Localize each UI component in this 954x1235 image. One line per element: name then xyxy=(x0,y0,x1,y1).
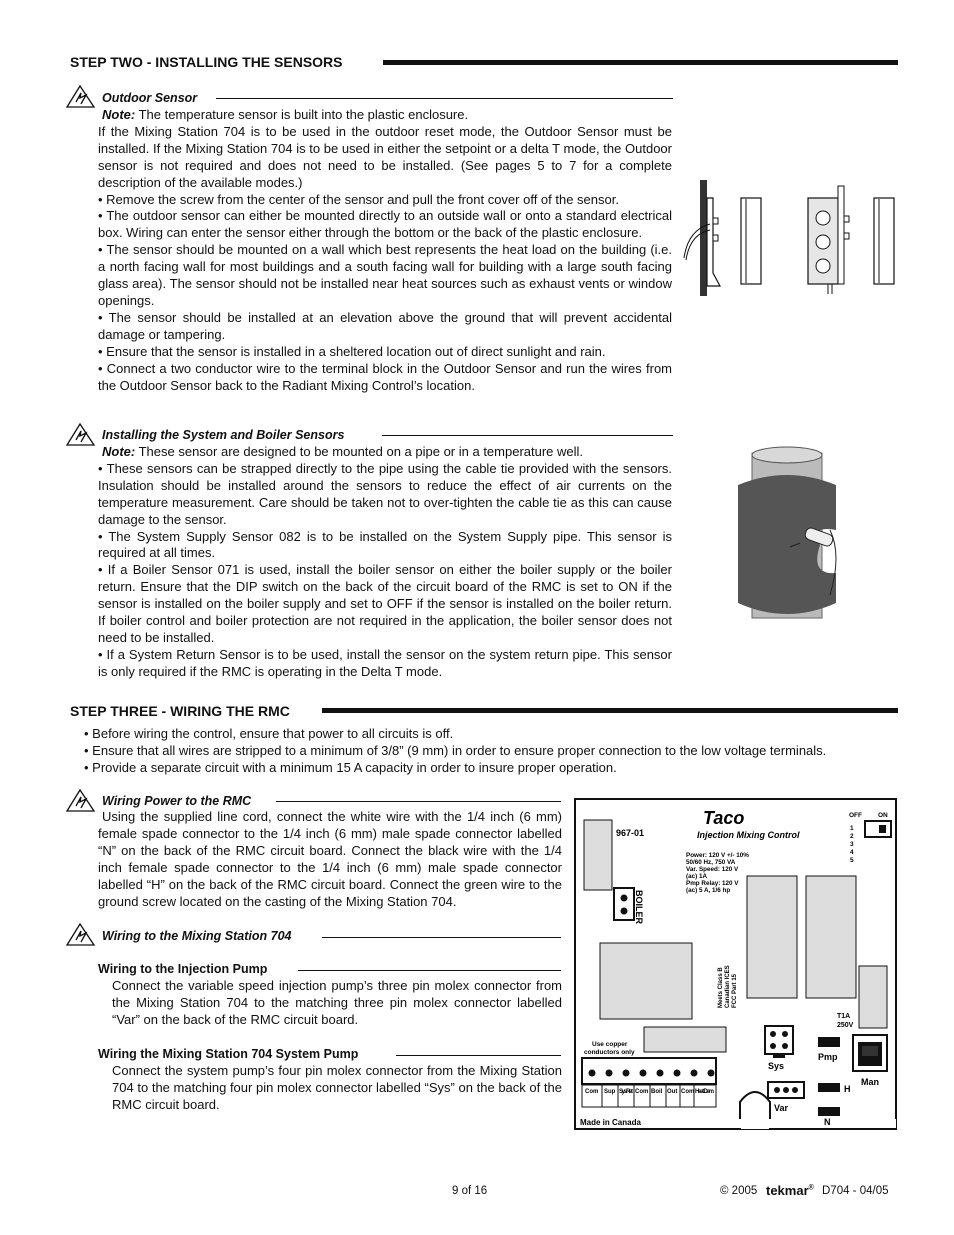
fuse-label-0: T1A xyxy=(837,1013,851,1020)
made-in-canada: Made in Canada xyxy=(580,1118,641,1127)
warning-icon xyxy=(66,788,96,812)
board-boiler-label: BOILER xyxy=(634,890,644,925)
n-label: N xyxy=(824,1117,831,1127)
bullet-2: • Provide a separate circuit with a minimum 15 A capacity in order to insure proper operation. xyxy=(84,759,617,775)
terminal-label-6: Com xyxy=(681,1089,695,1095)
terminal-label-2: Sys Ret xyxy=(619,1089,633,1095)
system-para-3: • If a System Return Sensor is to be used, install the sensor on the system return pipe. This sensor is only required if the RMC is operating in the Delta T mode. xyxy=(98,646,672,679)
dip-num-3: 3 xyxy=(850,841,854,848)
board-cert-0: Meets Class B xyxy=(718,967,724,1008)
page-number: 9 of 16 xyxy=(452,1185,488,1197)
warning-icon xyxy=(66,422,96,446)
step-three-rule xyxy=(322,708,898,713)
board-spec-1: 50/60 Hz, 750 VA xyxy=(686,859,736,866)
outdoor-para-6: • Connect a two conductor wire to the terminal block in the Outdoor Sensor and run the wires from the Outdoor Sensor back to the Radiant Mixing Control’s location. xyxy=(98,360,672,393)
pmp-label: Pmp xyxy=(818,1052,838,1062)
outdoor-para-2: • The outdoor sensor can either be mounted directly to an outside wall or onto a standard electrical box. Wiring can enter the sensor either through the bottom or the back of the plastic enclosure. xyxy=(98,208,672,241)
system-rule xyxy=(382,435,673,436)
system-pump-text: Connect the system pump’s four pin molex connector from the Mixing Station 704 to the matching four pin molex connector labelled “Sys” on the back of the RMC circuit board. xyxy=(112,1063,562,1112)
dip-num-2: 2 xyxy=(850,833,854,840)
outdoor-para-0: If the Mixing Station 704 is to be used in the outdoor reset mode, the Outdoor Sensor must be installed. If the Mixing Station 704 is to be used in either the setpoint or a delta T mode, the Outdoor sensor is not required and does not need to be installed. (See pages 5 to 7 for a complete description of the available modes.) xyxy=(98,123,672,190)
outdoor-sensor-illustration xyxy=(680,178,900,298)
step-three-heading: STEP THREE - WIRING THE RMC xyxy=(70,703,290,719)
board-model: 967-01 xyxy=(616,828,645,838)
footer-doc-id: D704 - 04/05 xyxy=(822,1185,889,1197)
step-two-rule xyxy=(383,60,898,65)
fuse-label-1: 250V xyxy=(837,1022,854,1029)
wiring-power-heading: Wiring Power to the RMC xyxy=(102,794,252,808)
step-three-bullets xyxy=(84,726,904,777)
power-rule xyxy=(276,801,561,802)
system-sensors-heading: Installing the System and Boiler Sensors xyxy=(102,428,345,442)
outdoor-para-5: • Ensure that the sensor is installed in a sheltered location out of direct sunlight and rain. xyxy=(98,343,606,359)
footer-copyright: © 2005 xyxy=(720,1185,758,1197)
man-label: Man xyxy=(861,1077,879,1087)
var-label: Var xyxy=(774,1103,789,1113)
terminal-label-1: Sup xyxy=(604,1089,616,1095)
injection-pump-text: Connect the variable speed injection pump’s three pin molex connector from the Mixing Station 704 to the matching three pin molex connector labelled “Var” on the back of the RMC circuit board. xyxy=(112,978,562,1027)
outdoor-sensor-heading: Outdoor Sensor xyxy=(102,91,198,105)
outdoor-para-4: • The sensor should be installed at an elevation above the ground that will prevent accidental damage or tampering. xyxy=(98,309,672,342)
warning-icon xyxy=(66,922,96,946)
board-spec-0: Power: 120 V +/- 10% xyxy=(686,852,749,859)
system-para-2: • If a Boiler Sensor 071 is used, install the boiler sensor on either the boiler supply or the boiler return. Ensure that the DIP switch on the back of the circuit board of the RMC is set to ON if the sensor is installed on the boiler supply and set to OFF if the sensor is installed on the boiler return. If boiler control and boiler protection are not required in the application, the boiler sensor does not need to be installed. xyxy=(98,562,672,645)
terminal-label-0: Com xyxy=(585,1089,599,1095)
board-brand-logo: Taco xyxy=(703,808,745,828)
board-spec-5: (ac) 5 A, 1/6 hp xyxy=(686,887,731,894)
warning-icon xyxy=(66,84,96,108)
pipe-sensor-illustration xyxy=(730,445,850,625)
board-spec-3: (ac) 1A xyxy=(686,873,707,880)
terminal-label-4: Boil xyxy=(651,1089,663,1095)
terminal-label-5: Out xyxy=(667,1089,678,1095)
copper-label-1: conductors only xyxy=(584,1049,635,1056)
sys-label: Sys xyxy=(768,1061,785,1071)
board-cert-2: FCC Part 15 xyxy=(732,973,738,1008)
dip-off-label: OFF xyxy=(849,812,862,819)
system-pump-heading: Wiring the Mixing Station 704 System Pump xyxy=(98,1047,359,1061)
injection-pump-heading: Wiring to the Injection Pump xyxy=(98,962,268,976)
step-two-heading: STEP TWO - INSTALLING THE SENSORS xyxy=(70,54,343,70)
dip-num-5: 5 xyxy=(850,857,854,864)
outdoor-rule xyxy=(216,98,673,99)
sys-pump-rule xyxy=(396,1055,561,1056)
system-para-1: • The System Supply Sensor 082 is to be installed on the System Supply pipe. This sensor is required at all times. xyxy=(98,528,672,561)
outdoor-para-1: • Remove the screw from the center of the sensor and pull the front cover off of the sensor. xyxy=(98,191,619,207)
system-body xyxy=(98,444,672,681)
outdoor-body xyxy=(98,107,672,394)
dip-num-4: 4 xyxy=(850,849,854,856)
board-spec-4: Pmp Relay: 120 V xyxy=(686,880,739,887)
wiring-mixing-heading: Wiring to the Mixing Station 704 xyxy=(102,929,292,943)
terminal-label-3: Com xyxy=(635,1089,649,1095)
board-cert-1: Canadian ICES xyxy=(725,965,731,1008)
mixing-rule xyxy=(322,937,561,938)
system-para-0: • These sensors can be strapped directly to the pipe using the cable tie provided with the sensors. Insulation should be installed around the sensors to reduce the effect of air currents on the temperature measurement. Care should be taken not to over-tighten the cable tie as this can cause damage to the sensor. xyxy=(98,460,672,527)
footer-brand: tekmar® xyxy=(766,1183,814,1198)
dip-num-1: 1 xyxy=(850,825,854,832)
rmc-circuit-board xyxy=(574,798,898,1131)
outdoor-note: Note: The temperature sensor is built into the plastic enclosure. xyxy=(102,107,469,122)
dip-on-label: ON xyxy=(878,812,888,819)
bullet-1: • Ensure that all wires are stripped to a minimum of 3/8” (9 mm) in order to ensure proper connection to the low voltage terminals. xyxy=(84,742,827,758)
bullet-0: • Before wiring the control, ensure that power to all circuits is off. xyxy=(84,726,454,741)
wiring-power-text: Using the supplied line cord, connect the white wire with the 1/4 inch (6 mm) female spade connector to the 1/4 inch (6 mm) male spade connector labelled “N” on the back of the RMC circuit board. Connect the black wire with the 1/4 inch female spade connector to the 1/4 inch (6 mm) male spade connector labelled “H” on the back of the RMC circuit board. Connect the green wire to the ground screw located on the casting of the Mixing Station 704. xyxy=(98,809,562,909)
copper-label-0: Use copper xyxy=(592,1041,628,1048)
h-label: H xyxy=(844,1084,851,1094)
board-spec-2: Var. Speed: 120 V xyxy=(686,866,739,873)
board-title: Injection Mixing Control xyxy=(697,830,800,840)
pump-rule xyxy=(298,970,561,971)
terminal-label-7: Heat Dem xyxy=(695,1089,714,1095)
system-note: Note: These sensor are designed to be mounted on a pipe or in a temperature well. xyxy=(102,444,584,459)
outdoor-para-3: • The sensor should be mounted on a wall which best represents the heat load on the building (i.e. a north facing wall for most buildings and a south facing wall for building with a large south facing glass area). The sensor should not be installed near heat sources such as exhaust vents or window openings. xyxy=(98,242,672,308)
